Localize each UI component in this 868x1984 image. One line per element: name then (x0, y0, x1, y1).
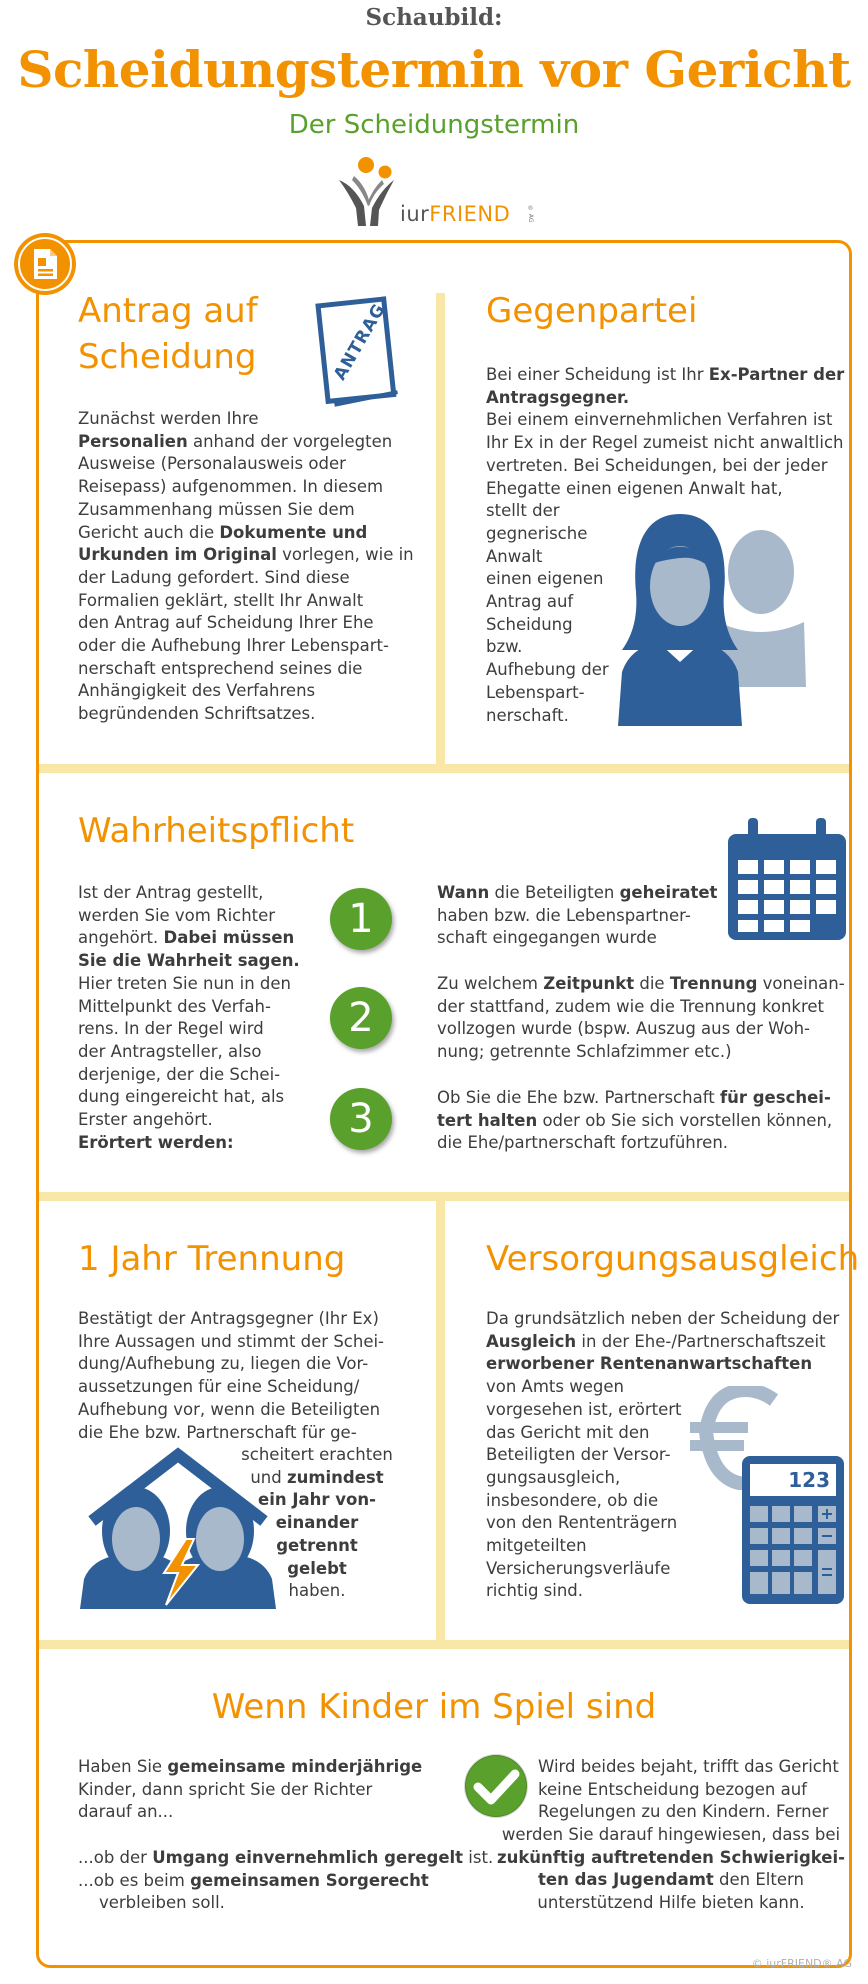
kinder-right-text-top (538, 1756, 848, 1824)
text-line: getrennt (276, 1535, 358, 1555)
text-line: Beteiligten der Versor- (486, 1445, 671, 1465)
page-subtitle: Der Scheidungstermin (288, 110, 580, 140)
text-line: vollzogen wurde (bspw. Auszug aus der Woh- (437, 1019, 810, 1039)
text-line: darauf an... (78, 1802, 174, 1822)
divider-vertical-top (436, 293, 445, 770)
number-badge-1: 1 (330, 888, 392, 950)
text-line: Antragsgegner. (486, 387, 630, 407)
text-line: Urkunden im Original vorlegen, wie in (78, 545, 414, 565)
calculator-icon (742, 1456, 844, 1604)
text-line: tert halten oder ob Sie sich vorstellen können, (437, 1110, 833, 1130)
divider-horizontal-1 (39, 764, 849, 773)
text-line: der Antragsteller, also (78, 1041, 262, 1061)
kinder-right-text-bottom (496, 1824, 846, 1915)
text-line: von Amts wegen (486, 1377, 624, 1397)
text-line: gelebt (287, 1558, 347, 1578)
text-line: ...ob der Umgang einvernehmlich geregelt ist. (78, 1847, 494, 1867)
text-line: mitgeteilten (486, 1536, 587, 1556)
text-line: Da grundsätzlich neben der Scheidung der (486, 1309, 840, 1328)
section-heading-kinder: Wenn Kinder im Spiel sind (211, 1687, 657, 1727)
text-line: gegnerische (486, 523, 588, 543)
text-line: Erörtert werden: (78, 1132, 234, 1152)
calculator-display: 123 (750, 1464, 836, 1496)
wahrheit-item-2-text (437, 973, 857, 1064)
text-line: Bestätigt der Antragsgegner (Ihr Ex) (78, 1309, 379, 1328)
text-line: Ihr Ex in der Regel zumeist nicht anwaltlich (486, 433, 844, 453)
text-line: ten das Jugendamt den Eltern (538, 1870, 804, 1890)
text-line: scheitert erachten (241, 1445, 393, 1464)
number-badge-3: 3 (330, 1088, 392, 1150)
logo-wordmark: iurFRIEND (400, 202, 511, 226)
text-line: ein Jahr von- (258, 1490, 376, 1510)
text-line: Ehegatte einen eigenen Anwalt hat, (486, 478, 783, 498)
copyright: © iurFRIEND® AG (751, 1957, 852, 1970)
text-line: keine Entscheidung bezogen auf (538, 1779, 807, 1799)
separated-couple-icon (78, 1447, 278, 1609)
text-line: der Ladung gefordert. Sind diese (78, 567, 350, 587)
text-line: angehört. Dabei müssen (78, 928, 295, 948)
trennung-text-top (78, 1308, 428, 1444)
text-line: Haben Sie gemeinsame minderjährige (78, 1757, 423, 1776)
text-line: verbleiben soll. (78, 1893, 225, 1913)
text-line: Sie die Wahrheit sagen. (78, 951, 300, 971)
antrag-document-icon (315, 292, 401, 410)
text-line: Scheidung (486, 614, 573, 634)
text-line: Wird beides bejaht, trifft das Gericht (538, 1757, 839, 1776)
text-line: erworbener Rentenanwartschaften (486, 1354, 813, 1374)
text-line: Anwalt (486, 546, 543, 566)
text-line: der stattfand, zudem wie die Trennung konkret (437, 996, 824, 1016)
text-line: das Gericht mit den (486, 1422, 650, 1442)
text-line: Regelungen zu den Kindern. Ferner (538, 1802, 829, 1822)
text-line: Mittelpunkt des Verfah- (78, 996, 271, 1016)
text-line: Ausweise (Personalausweis oder (78, 454, 346, 474)
text-line: Antrag auf (486, 592, 574, 612)
antrag-text (78, 408, 418, 726)
text-line: einander (275, 1513, 359, 1533)
section-heading-trennung: 1 Jahr Trennung (78, 1239, 346, 1279)
text-line: rens. In der Regel wird (78, 1019, 264, 1039)
text-line: derjenige, der die Schei- (78, 1064, 281, 1084)
text-line: Erster angehört. (78, 1110, 213, 1130)
text-line: Personalien anhand der vorgelegten (78, 431, 393, 451)
text-line: nung; getrennte Schlafzimmer etc.) (437, 1042, 732, 1062)
text-line: Versicherungsverläufe (486, 1558, 671, 1578)
text-line: werden Sie darauf hingewiesen, dass bei (501, 1825, 841, 1844)
text-line (78, 1824, 478, 1847)
section-heading-wahrheitspflicht: Wahrheitspflicht (78, 811, 355, 851)
text-line: werden Sie vom Richter (78, 905, 276, 925)
text-line: unterstützend Hilfe bieten kann. (537, 1893, 805, 1913)
divider-vertical-bottom (436, 1198, 445, 1640)
text-line: Wann die Beteiligten geheiratet (437, 883, 718, 902)
text-line: von den Rententrägern (486, 1513, 678, 1533)
section-heading-antrag: Antrag auf Scheidung (78, 291, 258, 377)
text-line: Bei einer Scheidung ist Ihr Ex-Partner der (486, 365, 845, 384)
number-badge-2: 2 (330, 987, 392, 1049)
text-line: die Ehe/partnerschaft fortzuführen. (437, 1133, 729, 1153)
text-line: Lebenspart- (486, 682, 585, 702)
text-line: Bei einem einvernehmlichen Verfahren ist (486, 410, 833, 430)
text-line: stellt der (486, 501, 560, 521)
text-line: Anhängigkeit des Verfahrens (78, 681, 316, 701)
divider-horizontal-3 (39, 1640, 849, 1649)
text-line: Aufhebung vor, wenn die Beteiligten (78, 1399, 381, 1419)
section-heading-versorgungsausgleich: Versorgungsausgleich (486, 1239, 860, 1279)
text-line: Zunächst werden Ihre (78, 409, 259, 428)
text-line: ...ob es beim gemeinsamen Sorgerecht (78, 1870, 429, 1890)
text-line: haben bzw. die Lebenspartner- (437, 905, 691, 925)
text-line: Hier treten Sie nun in den (78, 973, 291, 993)
text-line: schaft eingegangen wurde (437, 928, 657, 948)
document-badge-icon (12, 231, 78, 297)
text-line: einen eigenen (486, 569, 604, 589)
text-line: dung/Aufhebung zu, liegen die Vor- (78, 1354, 369, 1374)
text-line: insbesondere, ob die (486, 1490, 659, 1510)
text-line: Reisepass) aufgenommen. In diesem (78, 477, 384, 497)
wahrheit-text (78, 882, 318, 1154)
wahrheit-item-1-text (437, 882, 847, 950)
text-line: Ihre Aussagen und stimmt der Schei- (78, 1331, 385, 1351)
text-line: bzw. (486, 637, 523, 657)
text-line: vertreten. Bei Scheidungen, bei der jeder (486, 455, 828, 475)
kinder-left-text (78, 1756, 494, 1915)
text-line: und zumindest (250, 1467, 384, 1487)
text-line: Aufhebung der (486, 660, 609, 680)
page-title: Scheidungstermin vor Gericht (17, 40, 851, 99)
text-line: dung eingereicht hat, als (78, 1087, 285, 1107)
text-line: haben. (288, 1581, 346, 1601)
text-line: Zusammenhang müssen Sie dem (78, 499, 355, 519)
text-line: Ob Sie die Ehe bzw. Partnerschaft für geschei- (437, 1088, 831, 1107)
persons-icon (618, 512, 810, 726)
logo-ag-mark: ® AG (527, 205, 534, 223)
antrag-stamp-label: ANTRAG (330, 300, 390, 384)
text-line: begründenden Schriftsatzes. (78, 704, 316, 724)
section-heading-gegenpartei: Gegenpartei (486, 291, 698, 331)
text-line: Zu welchem Zeitpunkt die Trennung voneinan- (437, 974, 845, 993)
text-line: nerschaft entsprechend seines die (78, 658, 363, 678)
pre-title: Schaubild: (365, 4, 503, 31)
text-line: den Antrag auf Scheidung Ihrer Ehe (78, 613, 374, 633)
text-line: vorgesehen ist, erörtert (486, 1399, 682, 1419)
checkmark-icon (462, 1752, 530, 1820)
text-line: Kinder, dann spricht Sie der Richter (78, 1779, 373, 1799)
logo-figures-icon (336, 156, 406, 230)
text-line: richtig sind. (486, 1581, 584, 1601)
text-line: gungsausgleich, (486, 1467, 621, 1487)
text-line: zukünftig auftretenden Schwierigkei- (496, 1847, 845, 1867)
text-line: Gericht auch die Dokumente und (78, 522, 368, 542)
text-line: Formalien geklärt, stellt Ihr Anwalt (78, 590, 364, 610)
wahrheit-item-3-text (437, 1087, 857, 1155)
text-line: aussetzungen für eine Scheidung/ (78, 1377, 360, 1397)
text-line: Ist der Antrag gestellt, (78, 883, 264, 902)
text-line: nerschaft. (486, 705, 569, 725)
text-line: die Ehe bzw. Partnerschaft für ge- (78, 1422, 357, 1442)
text-line: Ausgleich in der Ehe-/Partnerschaftszeit (486, 1331, 826, 1351)
text-line: oder die Aufhebung Ihrer Lebenspart- (78, 636, 389, 656)
